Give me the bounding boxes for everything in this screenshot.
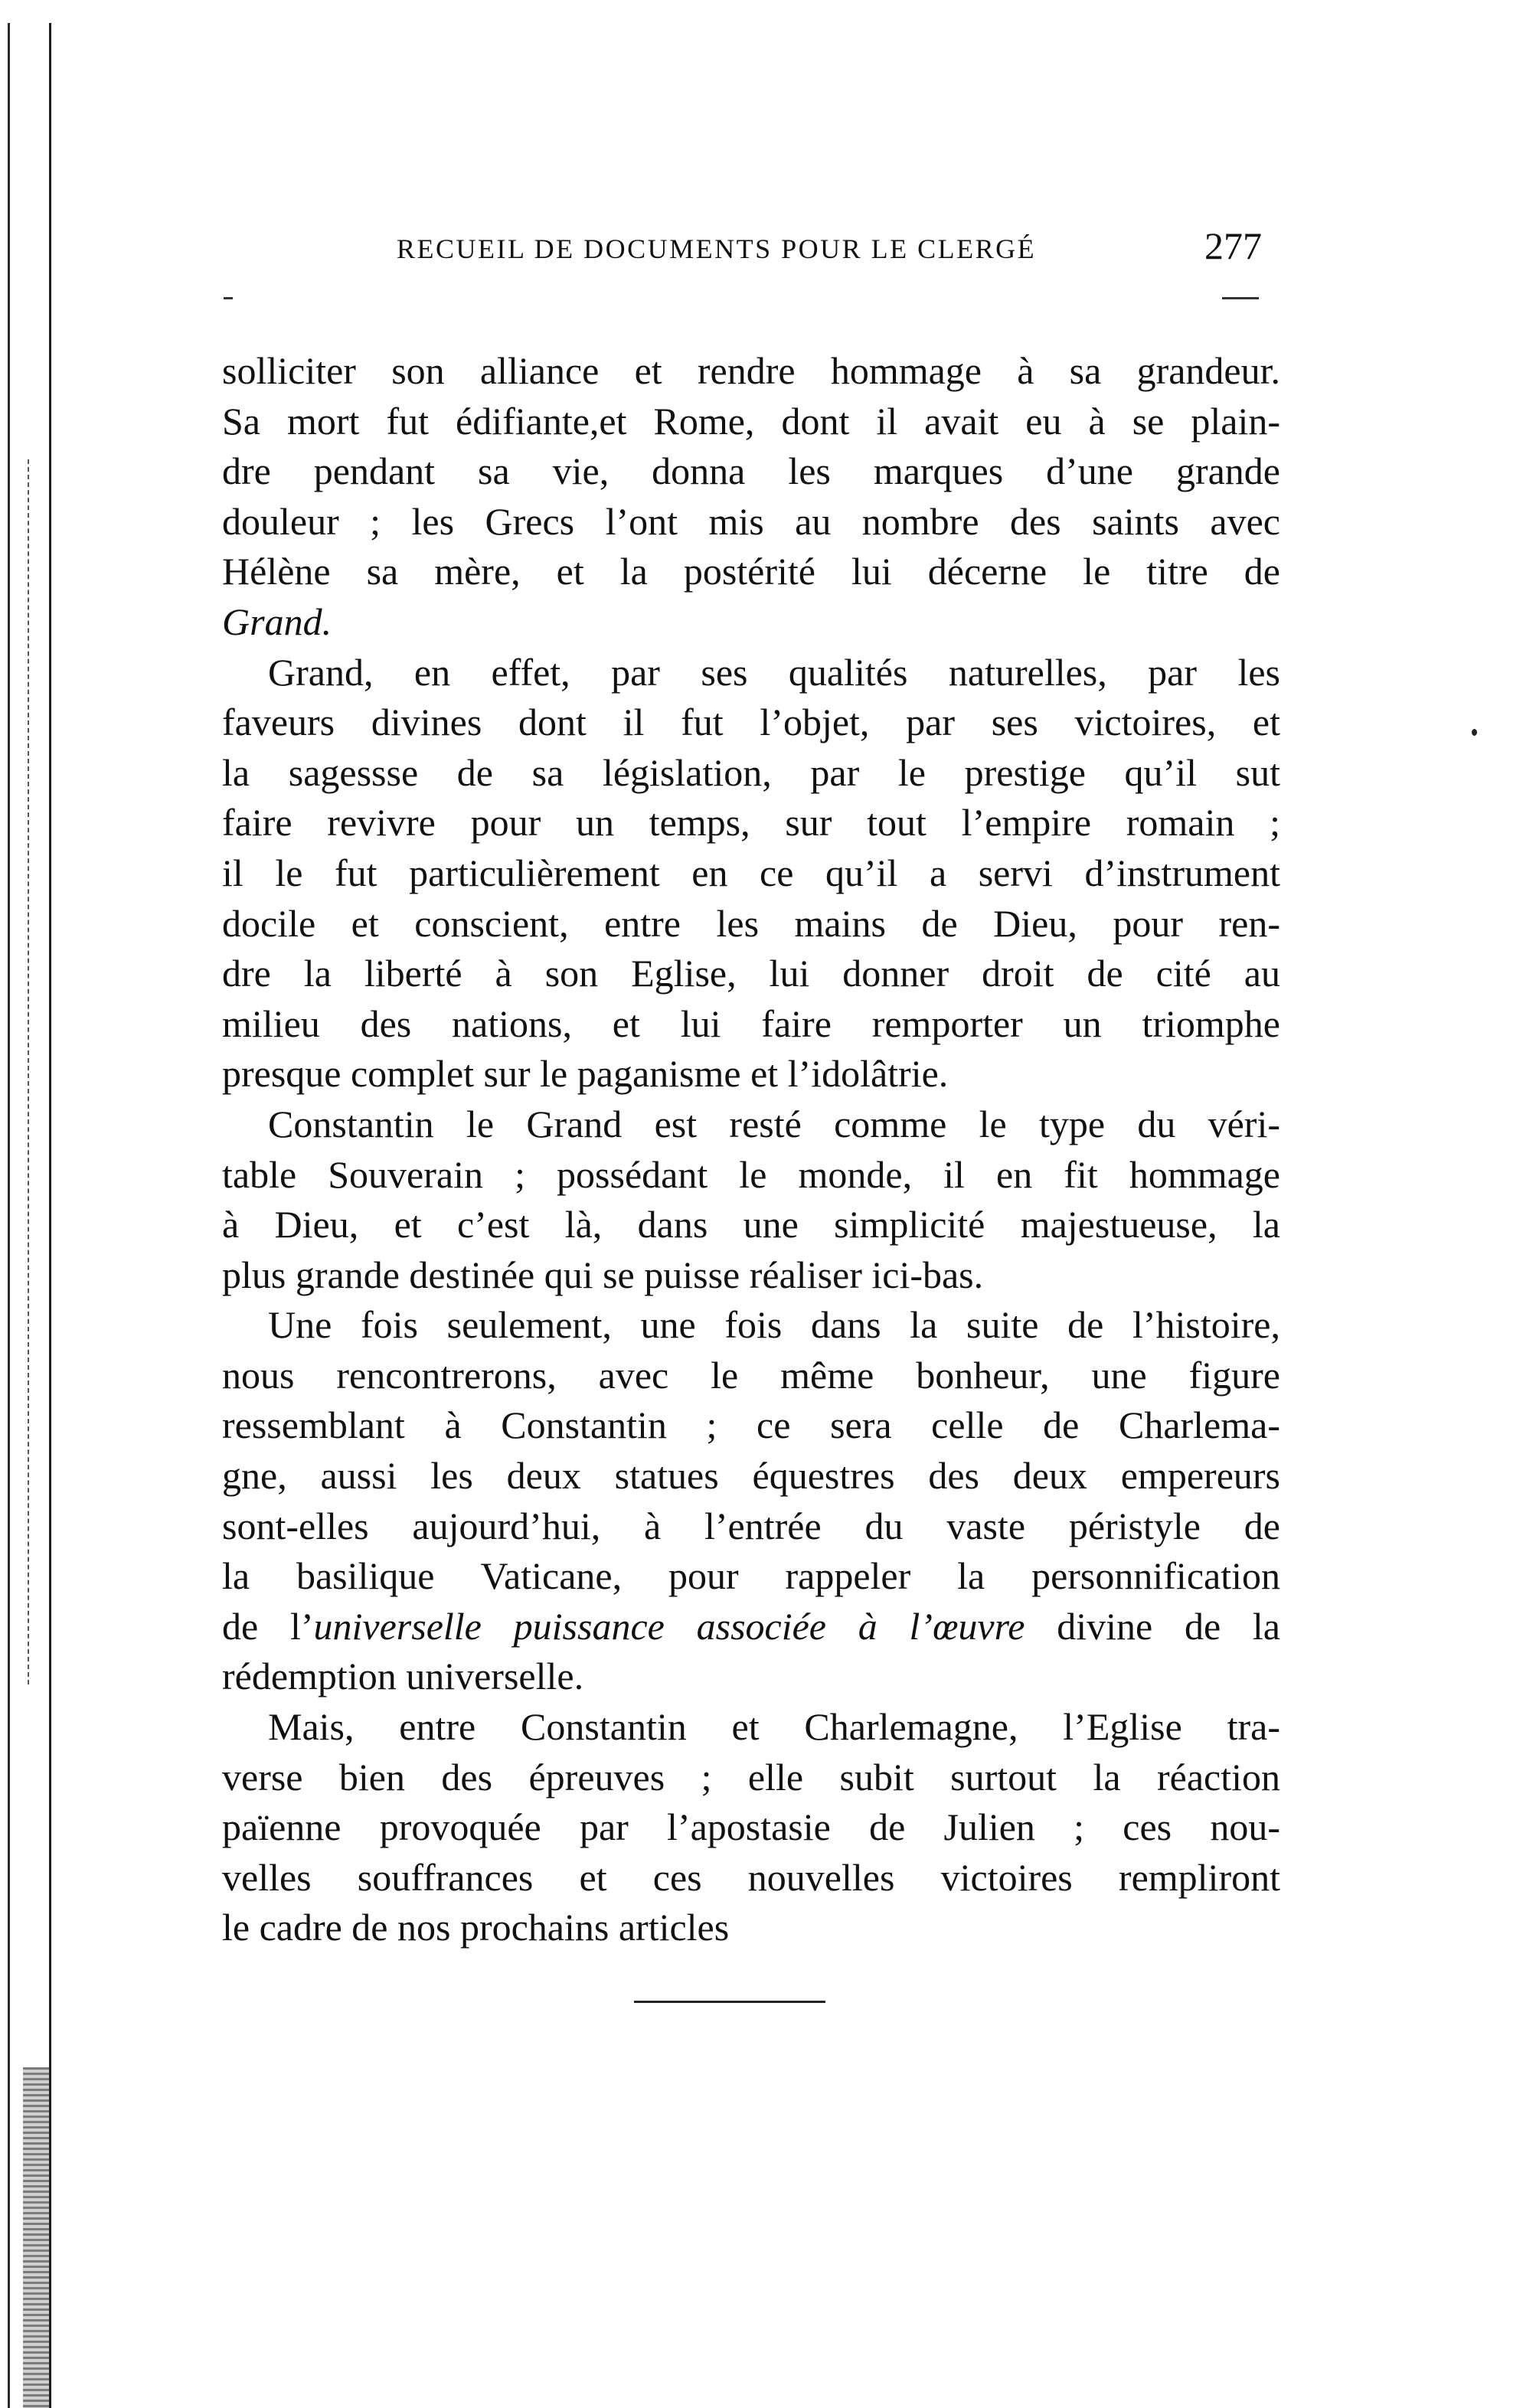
- text-line: le cadre de nos prochains articles: [222, 1906, 730, 1949]
- text-line: Hélène sa mère, et la postérité lui décerne le titre de: [222, 550, 1280, 593]
- paragraph-4: [222, 1300, 1280, 1702]
- mixed-before: de l’: [222, 1604, 314, 1648]
- text-line: gne, aussi les deux statues équestres des deux empereurs: [222, 1454, 1280, 1498]
- text-line: table Souverain ; possédant le monde, il en fit hommage: [222, 1152, 1280, 1196]
- text-line: il le fut particulièrement en ce qu’il a servi d’instrument: [222, 851, 1280, 894]
- text-line: rédemption universelle.: [222, 1655, 584, 1698]
- page-binding-edge: [0, 0, 61, 2408]
- body-text: [222, 346, 1280, 1953]
- text-line: à Dieu, et c’est là, dans une simplicité majestueuse, la: [222, 1203, 1280, 1246]
- text-line: la basilique Vaticane, pour rappeler la personnification: [222, 1554, 1280, 1598]
- text-line: presque complet sur le paganisme et l’idolâtrie.: [222, 1052, 949, 1096]
- section-end-rule: [634, 2001, 825, 2003]
- running-head: [222, 224, 1262, 274]
- text-line: Une fois seulement, une fois dans la suite de l’histoire,: [268, 1303, 1280, 1347]
- text-line: docile et conscient, entre les mains de Dieu, pour ren-: [222, 901, 1280, 945]
- text-line: ressemblant à Constantin ; ce sera celle de Charlema-: [222, 1403, 1280, 1447]
- binding-outer-line: [8, 23, 10, 2408]
- text-line-italic: Grand.: [222, 600, 332, 643]
- text-line: douleur ; les Grecs l’ont mis au nombre des saints avec: [222, 499, 1280, 543]
- text-line: solliciter son alliance et rendre hommage à sa grandeur.: [222, 349, 1280, 392]
- mixed-italic: universelle puissance associée à l’œuvre: [313, 1604, 1025, 1648]
- text-line: dre la liberté à son Eglise, lui donner droit de cité au: [222, 952, 1280, 995]
- print-speck: [1472, 729, 1477, 736]
- binding-dashed-line: [28, 459, 29, 1684]
- text-line: verse bien des épreuves ; elle subit surtout la réaction: [222, 1755, 1280, 1799]
- text-line: dre pendant sa vie, donna les marques d’une grande: [222, 449, 1280, 493]
- text-line: Constantin le Grand est resté comme le type du véri-: [268, 1102, 1280, 1145]
- page-number: 277: [1204, 224, 1262, 267]
- paragraph-2: [222, 648, 1280, 1099]
- binding-inner-line: [49, 23, 51, 2408]
- text-line: Grand, en effet, par ses qualités naturelles, par les: [268, 650, 1280, 694]
- text-line: la sagessse de sa législation, par le prestige qu’il sut: [222, 750, 1280, 794]
- text-line: faveurs divines dont il fut l’objet, par ses victoires, et: [222, 701, 1280, 744]
- text-line: Sa mort fut édifiante,et Rome, dont il avait eu à se plain-: [222, 399, 1280, 443]
- text-line: plus grande destinée qui se puisse réaliser ici-bas.: [222, 1253, 984, 1296]
- paragraph-5: [222, 1702, 1280, 1953]
- text-line: velles souffrances et ces nouvelles victoires rempliront: [222, 1855, 1280, 1899]
- text-line: faire revivre pour un temps, sur tout l’empire romain ;: [222, 801, 1280, 845]
- text-line: nous rencontrerons, avec le même bonheur, une figure: [222, 1353, 1280, 1397]
- mixed-after: divine de la: [1025, 1604, 1280, 1648]
- paragraph-3: [222, 1099, 1280, 1300]
- text-line: milieu des nations, et lui faire remporter un triomphe: [222, 1001, 1280, 1045]
- text-line-mixed: [222, 1602, 1280, 1652]
- text-line: Mais, entre Constantin et Charlemagne, l’Eglise tra-: [268, 1705, 1280, 1749]
- paragraph-1: [222, 346, 1280, 648]
- text-line: sont-elles aujourd’hui, à l’entrée du vaste péristyle de: [222, 1504, 1280, 1547]
- binding-shadow: [23, 2067, 49, 2408]
- running-title: RECUEIL DE DOCUMENTS POUR LE CLERGÉ: [397, 234, 1037, 264]
- head-mark-left: [224, 297, 233, 299]
- text-line: païenne provoquée par l’apostasie de Julien ; ces nou-: [222, 1805, 1280, 1849]
- head-mark-right: [1222, 297, 1259, 299]
